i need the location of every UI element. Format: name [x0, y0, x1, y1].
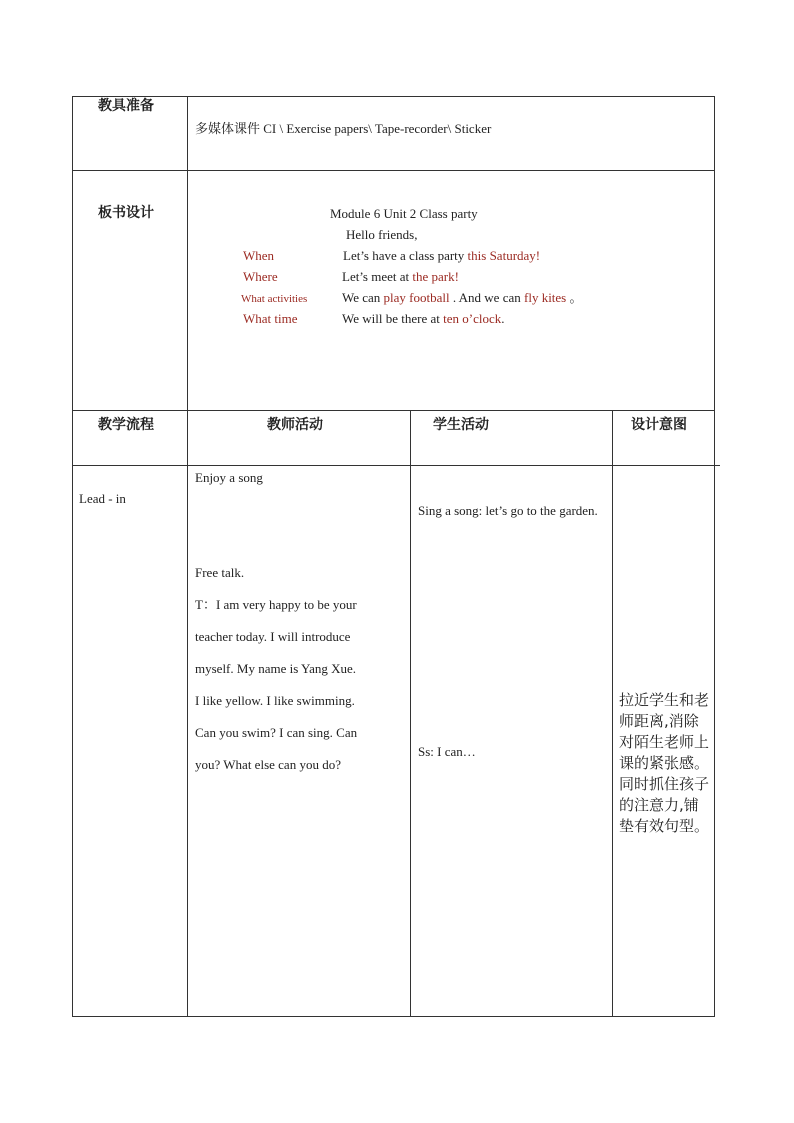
- teacher-talk-line: T：I am very happy to be your: [195, 597, 357, 612]
- board-line-where-part: Let’s meet at: [342, 269, 413, 284]
- student-song: Sing a song: let’s go to the garden.: [418, 503, 598, 518]
- teacher-talk-line: Can you swim? I can sing. Can: [195, 725, 358, 740]
- col-divider-1: [187, 96, 188, 1017]
- board-line-when-part: Let’s have a class party: [343, 248, 468, 263]
- board-line-where-highlight: the park!: [412, 269, 459, 284]
- table-border-right: [714, 96, 715, 1017]
- board-greeting: Hello friends,: [346, 227, 418, 242]
- board-line-activities-part-3: 。: [566, 290, 583, 305]
- board-label: 板书设计: [98, 205, 154, 221]
- header-teacher: 教师活动: [267, 417, 323, 433]
- board-line-activities-part-1: We can: [342, 290, 384, 305]
- header-process: 教学流程: [98, 417, 154, 433]
- board-line-activities-part-2: . And we can: [449, 290, 524, 305]
- table-border-bottom: [72, 1016, 715, 1017]
- board-key-what-activities: What activities: [241, 293, 308, 305]
- board-line-when: [343, 248, 540, 264]
- col-divider-3: [612, 410, 613, 1017]
- teacher-talk-line: Free talk.: [195, 565, 245, 580]
- row-divider-board: [72, 410, 715, 411]
- board-title: Module 6 Unit 2 Class party: [330, 206, 478, 221]
- teacher-talk-line: I like yellow. I like swimming.: [195, 693, 355, 708]
- row-divider-materials: [72, 170, 715, 171]
- teacher-talk-line: myself. My name is Yang Xue.: [195, 661, 357, 676]
- materials-value: 多媒体课件 CI \ Exercise papers\ Tape-recorder\ Sticker: [195, 121, 492, 136]
- board-line-activities-highlight-2: fly kites: [524, 290, 567, 305]
- col-divider-2: [410, 410, 411, 1017]
- board-line-activities-highlight-1: play football: [383, 290, 450, 305]
- materials-label: 教具准备: [98, 98, 154, 114]
- teacher-talk-line: you? What else can you do?: [195, 757, 341, 772]
- board-key-where: Where: [243, 269, 278, 284]
- stage-label: Lead - in: [79, 491, 126, 506]
- board-key-when: When: [243, 248, 275, 263]
- row-divider-headers: [72, 465, 720, 466]
- table-border-left: [72, 96, 73, 1017]
- table-border-top: [72, 96, 715, 97]
- board-line-when-highlight: this Saturday!: [467, 248, 541, 263]
- board-key-what-time: What time: [243, 311, 298, 326]
- board-line-time-part-2: .: [501, 311, 505, 326]
- teacher-talk: [195, 557, 405, 781]
- board-line-where: [342, 269, 459, 285]
- design-intent: 拉近学生和老师距离,消除对陌生老师上课的紧张感。同时抓住孩子的注意力,铺垫有效句型。: [619, 691, 710, 835]
- header-student: 学生活动: [433, 417, 489, 433]
- student-reply: Ss: I can…: [418, 744, 476, 759]
- teacher-song: Enjoy a song: [195, 470, 263, 485]
- teacher-talk-line: teacher today. I will introduce: [195, 629, 351, 644]
- board-line-time-highlight: ten o’clock: [443, 311, 502, 326]
- board-line-time-part-1: We will be there at: [342, 311, 444, 326]
- header-intent: 设计意图: [631, 417, 687, 433]
- board-line-what-time: [342, 311, 504, 327]
- board-line-what-activities: [342, 290, 583, 306]
